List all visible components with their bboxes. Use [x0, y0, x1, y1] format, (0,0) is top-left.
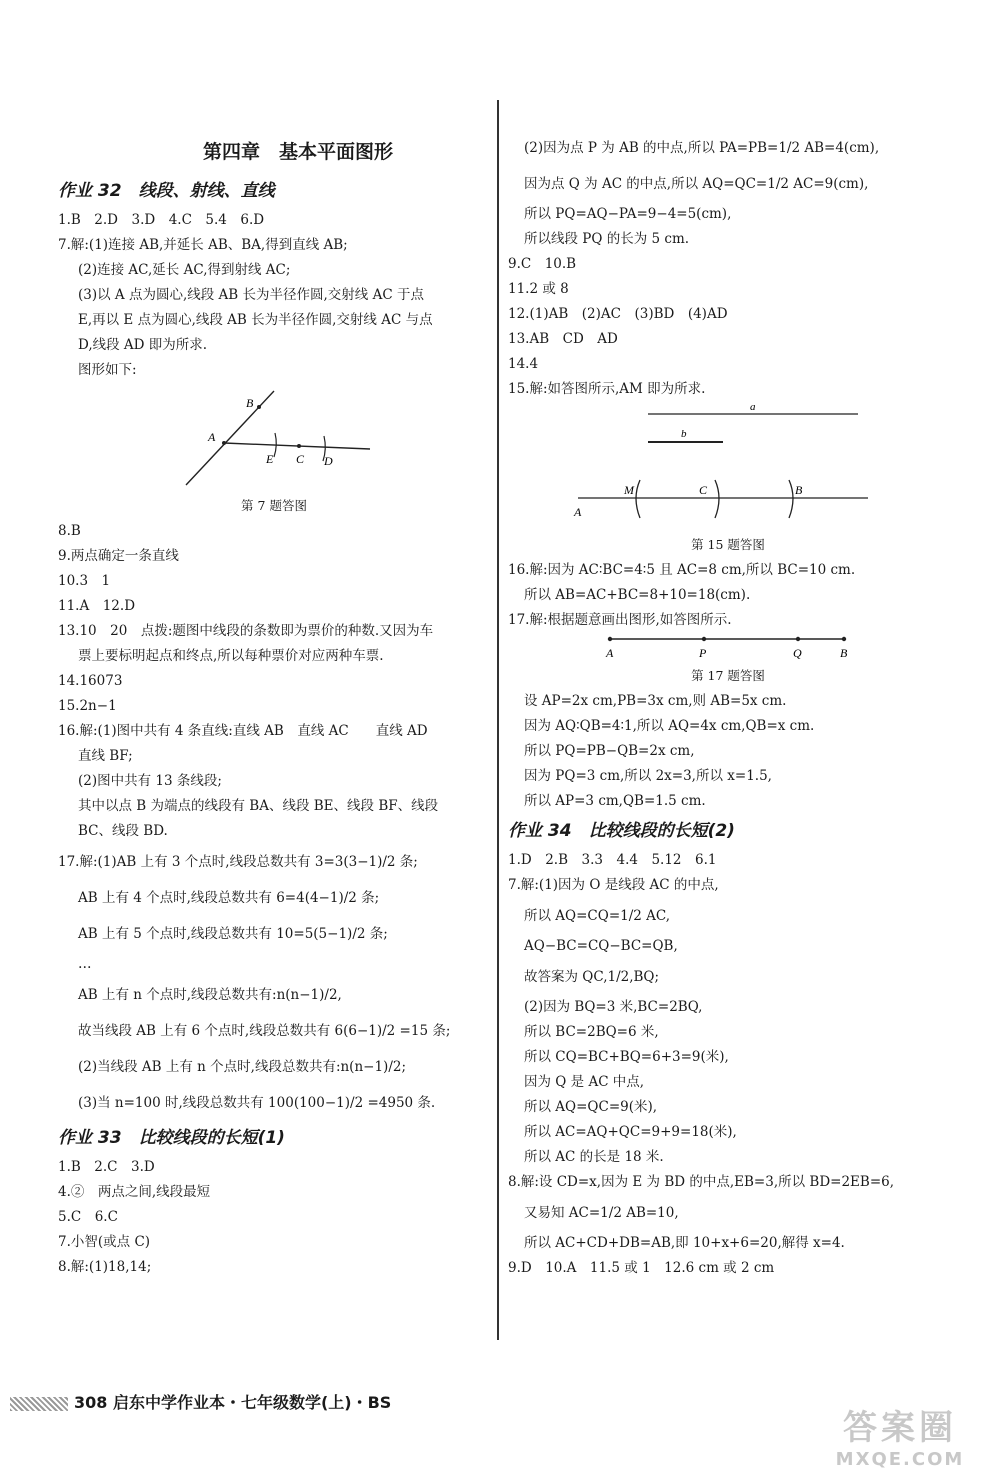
answer-line: 15.2n−1	[58, 698, 117, 714]
answer-line: 8.解:设 CD=x,因为 E 为 BD 的中点,EB=3,所以 BD=2EB=6,	[508, 1174, 895, 1190]
answer-line: 11.A 12.D	[58, 598, 136, 614]
answer-line: BC、线段 BD.	[78, 823, 168, 839]
answer-line: 直线 BF;	[78, 748, 133, 764]
left-column	[58, 174, 490, 1280]
fig17-point-q	[796, 637, 800, 641]
answer-line: 8.B	[58, 523, 81, 539]
fig15-label-c: C	[699, 483, 708, 497]
answer-line: (2)当线段 AB 上有 n 个点时,线段总数共有:n(n−1)/2;	[78, 1059, 407, 1075]
answer-line: (2)连接 AC,延长 AC,得到射线 AC;	[78, 262, 291, 278]
fig7-label-c: C	[296, 452, 305, 466]
answer-line: 所以 AC 的长是 18 米.	[524, 1149, 664, 1165]
answer-line: 又易知 AC=1/2 AB=10,	[524, 1205, 679, 1221]
answer-line: 7.解:(1)因为 O 是线段 AC 的中点,	[508, 877, 719, 893]
answer-line: 13.AB CD AD	[508, 331, 618, 347]
answer-line: 16.解:(1)图中共有 4 条直线:直线 AB 直线 AC 直线 AD	[58, 723, 428, 739]
figure-15	[568, 402, 888, 532]
answer-line: 所以 PQ=AQ−PA=9−4=5(cm),	[524, 206, 732, 222]
answer-line: 1.B 2.C 3.D	[58, 1159, 155, 1175]
fig17-point-b	[842, 637, 846, 641]
footer-text: 308 启东中学作业本・七年级数学(上)・BS	[74, 1393, 392, 1412]
footer-pattern	[10, 1397, 68, 1411]
answer-line: 所以 AP=3 cm,QB=1.5 cm.	[524, 793, 706, 809]
answer-line: 12.(1)AB (2)AC (3)BD (4)AD	[508, 306, 728, 322]
fig15-arc-b	[789, 480, 793, 518]
fig7-label-a: A	[208, 430, 216, 444]
answer-line: (3)当 n=100 时,线段总数共有 100(100−1)/2 =4950 条.	[78, 1095, 436, 1111]
answer-line: 9.两点确定一条直线	[58, 548, 179, 564]
answer-line: 所以 AB=AC+BC=8+10=18(cm).	[524, 587, 751, 603]
answer-line: 4.② 两点之间,线段最短	[58, 1184, 211, 1200]
fig17-label-q: Q	[793, 646, 802, 660]
answer-line: 5.C 6.C	[58, 1209, 118, 1225]
answer-line: 17.解:根据题意画出图形,如答图所示.	[508, 612, 732, 628]
answer-line: 15.解:如答图所示,AM 即为所求.	[508, 381, 706, 397]
answer-line: 所以 BC=2BQ=6 米,	[524, 1024, 659, 1040]
fig15-label-b: B	[795, 483, 803, 497]
column-divider	[497, 100, 499, 1340]
answer-line: 1.B 2.D 3.D 4.C 5.4 6.D	[58, 212, 265, 228]
answer-line: 7.小智(或点 C)	[58, 1234, 151, 1250]
section-title-33: 作业 33 比较线段的长短(1)	[58, 1128, 285, 1148]
answer-line: 10.3 1	[58, 573, 111, 589]
fig17-label-b: B	[840, 646, 848, 660]
answer-line: 17.解:(1)AB 上有 3 个点时,线段总数共有 3=3(3−1)/2 条;	[58, 854, 418, 870]
figure-7	[174, 383, 374, 493]
figure-7-caption: 第 7 题答图	[241, 498, 307, 513]
fig17-point-a	[608, 637, 612, 641]
fig15-arc-m	[636, 480, 640, 518]
figure-17	[598, 633, 858, 663]
answer-line: AB 上有 5 个点时,线段总数共有 10=5(5−1)/2 条;	[78, 926, 388, 942]
answer-line: 14.16073	[58, 673, 123, 689]
page-footer	[10, 1390, 391, 1413]
answer-line: 故答案为 QC,1/2,BQ;	[524, 969, 660, 985]
answer-line: D,线段 AD 即为所求.	[78, 337, 208, 353]
fig7-ray-ab	[186, 391, 274, 485]
answer-line: 所以 AQ=CQ=1/2 AC,	[524, 908, 671, 924]
answer-line: (2)因为点 P 为 AB 的中点,所以 PA=PB=1/2 AB=4(cm),	[524, 140, 880, 156]
answer-line: AB 上有 n 个点时,线段总数共有:n(n−1)/2,	[78, 987, 342, 1003]
answer-line: AQ−BC=CQ−BC=QB,	[524, 938, 678, 954]
section-title-32: 作业 32 线段、射线、直线	[58, 181, 275, 201]
answer-line: 13.10 20 点拨:题图中线段的条数即为票价的种数.又因为车	[58, 623, 434, 639]
answer-line: 所以 PQ=PB−QB=2x cm,	[524, 743, 695, 759]
answer-line: 所以 AC+CD+DB=AB,即 10+x+6=20,解得 x=4.	[524, 1235, 845, 1251]
answer-line: 11.2 或 8	[508, 281, 569, 297]
answer-line: 8.解:(1)18,14;	[58, 1259, 152, 1275]
answer-line: 图形如下:	[78, 362, 137, 378]
answer-line: 所以线段 PQ 的长为 5 cm.	[524, 231, 690, 247]
fig15-arc-c	[715, 480, 719, 518]
figure-17-caption: 第 17 题答图	[691, 668, 765, 683]
answer-line: 因为 Q 是 AC 中点,	[524, 1074, 645, 1090]
fig7-point-a	[222, 441, 226, 445]
answer-line: 故当线段 AB 上有 6 个点时,线段总数共有 6(6−1)/2 =15 条;	[78, 1023, 451, 1039]
answer-line: 设 AP=2x cm,PB=3x cm,则 AB=5x cm.	[524, 693, 787, 709]
answer-line: (2)因为 BQ=3 米,BC=2BQ,	[524, 999, 703, 1015]
fig15-label-b-segment: b	[681, 428, 687, 440]
figure-15-caption: 第 15 题答图	[691, 537, 765, 552]
answer-line: …	[78, 956, 92, 972]
answer-line: 因为 AQ∶QB=4∶1,所以 AQ=4x cm,QB=x cm.	[524, 718, 815, 734]
right-column	[508, 130, 948, 1281]
answer-line: (2)图中共有 13 条线段;	[78, 773, 222, 789]
fig17-label-a: A	[606, 646, 614, 660]
fig7-point-b	[257, 405, 261, 409]
answer-line: 所以 AC=AQ+QC=9+9=18(米),	[524, 1124, 737, 1140]
answer-line: E,再以 E 点为圆心,线段 AB 长为半径作圆,交射线 AC 与点	[78, 312, 433, 328]
answer-line: 因为 PQ=3 cm,所以 2x=3,所以 x=1.5,	[524, 768, 772, 784]
section-title-34: 作业 34 比较线段的长短(2)	[508, 821, 735, 841]
fig15-label-a-segment: a	[750, 402, 756, 413]
fig7-label-d: D	[324, 454, 333, 468]
answer-line: 1.D 2.B 3.3 4.4 5.12 6.1	[508, 852, 717, 868]
answer-line: 7.解:(1)连接 AB,并延长 AB、BA,得到直线 AB;	[58, 237, 348, 253]
fig7-label-e: E	[266, 452, 274, 466]
answer-line: 14.4	[508, 356, 539, 372]
fig17-label-p: P	[699, 646, 707, 660]
fig7-label-b: B	[246, 396, 254, 410]
fig17-point-p	[702, 637, 706, 641]
answer-line: (3)以 A 点为圆心,线段 AB 长为半径作圆,交射线 AC 于点	[78, 287, 424, 303]
answer-line: 因为点 Q 为 AC 的中点,所以 AQ=QC=1/2 AC=9(cm),	[524, 176, 869, 192]
chapter-title: 第四章 基本平面图形	[202, 141, 393, 163]
watermark-logo: 答案圈	[843, 1408, 957, 1448]
watermark-url: MXQE.COM	[835, 1449, 965, 1470]
answer-line: 其中以点 B 为端点的线段有 BA、线段 BE、线段 BF、线段	[78, 798, 439, 814]
answer-line: 9.C 10.B	[508, 256, 577, 272]
fig15-label-a: A	[574, 505, 582, 519]
fig7-point-c	[297, 444, 301, 448]
fig15-label-m: M	[624, 483, 634, 497]
answer-line: 票上要标明起点和终点,所以每种票价对应两种车票.	[78, 648, 384, 664]
answer-line: 所以 AQ=QC=9(米),	[524, 1099, 658, 1115]
watermark	[820, 1400, 980, 1470]
answer-line: 所以 CQ=BC+BQ=6+3=9(米),	[524, 1049, 729, 1065]
answer-line: AB 上有 4 个点时,线段总数共有 6=4(4−1)/2 条;	[78, 890, 380, 906]
answer-line: 16.解:因为 AC∶BC=4∶5 且 AC=8 cm,所以 BC=10 cm.	[508, 562, 856, 578]
answer-line: 9.D 10.A 11.5 或 1 12.6 cm 或 2 cm	[508, 1260, 775, 1276]
